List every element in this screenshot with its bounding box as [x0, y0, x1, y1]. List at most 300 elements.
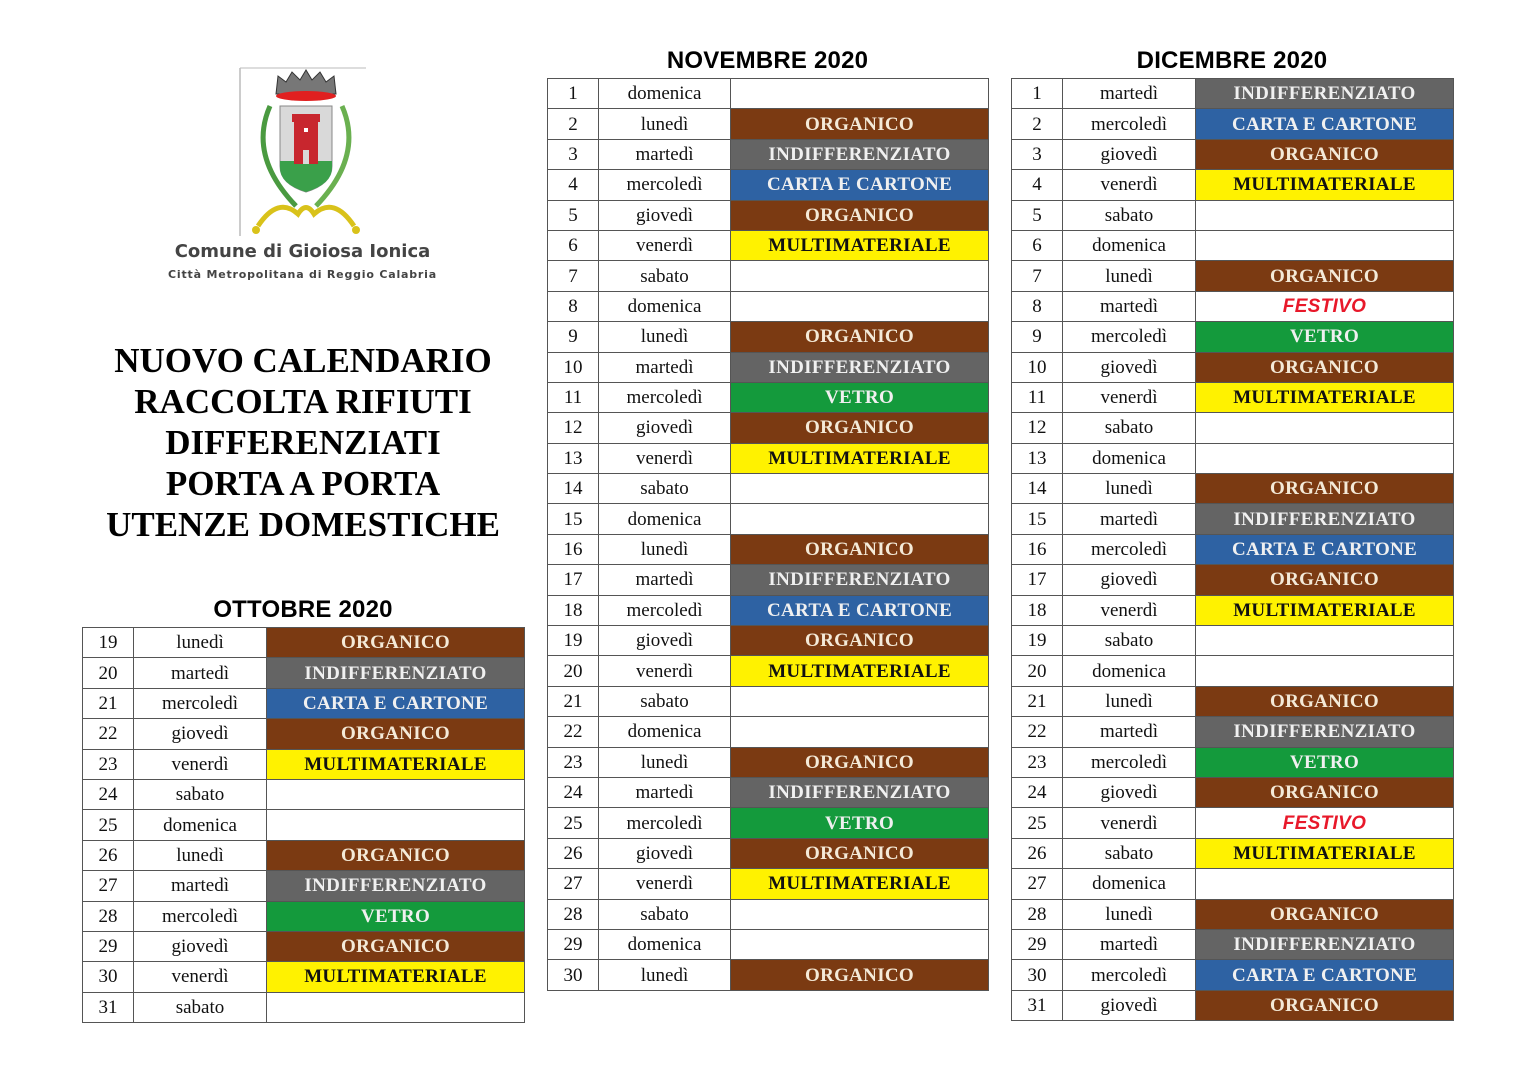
weekday: venerdì	[134, 962, 267, 992]
table-row	[83, 779, 525, 809]
weekday: lunedì	[599, 960, 731, 990]
table-row	[1012, 382, 1454, 412]
table-row	[548, 504, 989, 534]
day-number: 5	[1012, 200, 1063, 230]
waste-type	[1196, 443, 1454, 473]
month-title-novembre: NOVEMBRE 2020	[666, 47, 869, 74]
day-number: 1	[1012, 79, 1063, 109]
waste-type	[267, 779, 525, 809]
waste-type: ORGANICO	[267, 719, 525, 749]
weekday: giovedì	[599, 200, 731, 230]
table-row	[1012, 747, 1454, 777]
table-row	[1012, 565, 1454, 595]
table-row	[548, 443, 989, 473]
waste-type: CARTA E CARTONE	[267, 688, 525, 718]
table-row	[1012, 79, 1454, 109]
waste-type	[1196, 413, 1454, 443]
day-number: 13	[1012, 443, 1063, 473]
table-row	[1012, 808, 1454, 838]
waste-type: INDIFFERENZIATO	[731, 565, 989, 595]
month-title-dicembre: DICEMBRE 2020	[1136, 47, 1328, 74]
day-number: 18	[548, 595, 599, 625]
table-row	[548, 838, 989, 868]
day-number: 25	[83, 810, 134, 840]
weekday: sabato	[1063, 626, 1196, 656]
weekday: venerdì	[599, 656, 731, 686]
table-row	[548, 474, 989, 504]
waste-type	[731, 686, 989, 716]
day-number: 20	[1012, 656, 1063, 686]
waste-type: CARTA E CARTONE	[1196, 109, 1454, 139]
weekday: lunedì	[1063, 261, 1196, 291]
table-row	[83, 749, 525, 779]
table-row	[1012, 291, 1454, 321]
waste-type: VETRO	[267, 901, 525, 931]
day-number: 27	[1012, 869, 1063, 899]
table-row	[1012, 443, 1454, 473]
weekday: giovedì	[1063, 352, 1196, 382]
table-row	[548, 777, 989, 807]
waste-type: CARTA E CARTONE	[731, 595, 989, 625]
day-number: 17	[1012, 565, 1063, 595]
table-row	[548, 565, 989, 595]
weekday: venerdì	[1063, 170, 1196, 200]
weekday: venerdì	[599, 230, 731, 260]
table-row	[1012, 139, 1454, 169]
waste-type: CARTA E CARTONE	[1196, 960, 1454, 990]
waste-type: ORGANICO	[731, 413, 989, 443]
waste-type: ORGANICO	[731, 747, 989, 777]
waste-type: FESTIVO	[1196, 291, 1454, 321]
table-row	[1012, 960, 1454, 990]
table-row	[1012, 899, 1454, 929]
calendar-table-dicembre	[1011, 78, 1454, 1021]
table-row	[548, 79, 989, 109]
waste-type	[731, 504, 989, 534]
day-number: 31	[83, 992, 134, 1022]
day-number: 12	[548, 413, 599, 443]
weekday: domenica	[134, 810, 267, 840]
day-number: 26	[548, 838, 599, 868]
table-row	[1012, 322, 1454, 352]
weekday: sabato	[599, 899, 731, 929]
waste-type: MULTIMATERIALE	[731, 443, 989, 473]
waste-type	[731, 929, 989, 959]
weekday: martedì	[1063, 929, 1196, 959]
waste-type: ORGANICO	[267, 840, 525, 870]
waste-type	[731, 899, 989, 929]
waste-type: ORGANICO	[731, 109, 989, 139]
weekday: giovedì	[1063, 139, 1196, 169]
day-number: 3	[548, 139, 599, 169]
waste-type: ORGANICO	[1196, 777, 1454, 807]
weekday: venerdì	[1063, 595, 1196, 625]
weekday: venerdì	[599, 869, 731, 899]
waste-type: VETRO	[1196, 322, 1454, 352]
waste-type: ORGANICO	[731, 626, 989, 656]
table-row	[548, 139, 989, 169]
weekday: giovedì	[599, 626, 731, 656]
waste-type: ORGANICO	[1196, 261, 1454, 291]
table-row	[548, 200, 989, 230]
weekday: mercoledì	[1063, 960, 1196, 990]
waste-type	[1196, 626, 1454, 656]
weekday: martedì	[599, 139, 731, 169]
day-number: 10	[548, 352, 599, 382]
table-row	[548, 230, 989, 260]
weekday: domenica	[1063, 656, 1196, 686]
weekday: giovedì	[134, 931, 267, 961]
waste-type: ORGANICO	[731, 200, 989, 230]
day-number: 19	[548, 626, 599, 656]
table-row	[1012, 686, 1454, 716]
waste-type: INDIFFERENZIATO	[267, 658, 525, 688]
table-row	[1012, 170, 1454, 200]
weekday: martedì	[134, 658, 267, 688]
weekday: mercoledì	[1063, 747, 1196, 777]
day-number: 23	[83, 749, 134, 779]
weekday: sabato	[134, 992, 267, 1022]
weekday: giovedì	[599, 413, 731, 443]
waste-type	[731, 79, 989, 109]
waste-type: MULTIMATERIALE	[1196, 382, 1454, 412]
calendar-table-ottobre	[82, 627, 525, 1023]
day-number: 11	[1012, 382, 1063, 412]
day-number: 20	[548, 656, 599, 686]
waste-type: INDIFFERENZIATO	[731, 777, 989, 807]
weekday: mercoledì	[134, 901, 267, 931]
day-number: 24	[1012, 777, 1063, 807]
waste-type: VETRO	[1196, 747, 1454, 777]
day-number: 9	[548, 322, 599, 352]
day-number: 30	[83, 962, 134, 992]
waste-type: MULTIMATERIALE	[731, 869, 989, 899]
table-row	[1012, 777, 1454, 807]
weekday: venerdì	[1063, 382, 1196, 412]
day-number: 25	[548, 808, 599, 838]
day-number: 28	[548, 899, 599, 929]
weekday: sabato	[599, 686, 731, 716]
waste-type: ORGANICO	[731, 838, 989, 868]
waste-type: ORGANICO	[731, 960, 989, 990]
waste-type: MULTIMATERIALE	[267, 962, 525, 992]
day-number: 27	[548, 869, 599, 899]
day-number: 4	[1012, 170, 1063, 200]
day-number: 2	[548, 109, 599, 139]
weekday: sabato	[599, 261, 731, 291]
waste-type	[731, 261, 989, 291]
title-line: NUOVO CALENDARIO	[114, 341, 492, 380]
waste-type: ORGANICO	[1196, 474, 1454, 504]
waste-type	[267, 992, 525, 1022]
waste-type	[731, 717, 989, 747]
table-row	[1012, 929, 1454, 959]
waste-type	[731, 474, 989, 504]
waste-type: INDIFFERENZIATO	[1196, 504, 1454, 534]
day-number: 6	[548, 230, 599, 260]
day-number: 23	[1012, 747, 1063, 777]
metropolitan-city: Città Metropolitana di Reggio Calabria	[168, 268, 437, 281]
weekday: lunedì	[134, 840, 267, 870]
table-row	[548, 869, 989, 899]
table-row	[548, 382, 989, 412]
day-number: 20	[83, 658, 134, 688]
day-number: 1	[548, 79, 599, 109]
waste-type: ORGANICO	[731, 534, 989, 564]
month-title-ottobre: OTTOBRE 2020	[213, 596, 393, 623]
weekday: mercoledì	[599, 170, 731, 200]
table-row	[548, 717, 989, 747]
weekday: martedì	[599, 777, 731, 807]
day-number: 24	[548, 777, 599, 807]
weekday: giovedì	[599, 838, 731, 868]
waste-type: INDIFFERENZIATO	[1196, 79, 1454, 109]
title-line: RACCOLTA RIFIUTI	[134, 382, 472, 421]
day-number: 30	[548, 960, 599, 990]
table-row	[548, 960, 989, 990]
waste-type: CARTA E CARTONE	[1196, 534, 1454, 564]
table-row	[1012, 504, 1454, 534]
table-row	[548, 656, 989, 686]
table-row	[1012, 413, 1454, 443]
waste-type: MULTIMATERIALE	[731, 656, 989, 686]
weekday: mercoledì	[1063, 322, 1196, 352]
table-row	[1012, 717, 1454, 747]
waste-type: MULTIMATERIALE	[1196, 838, 1454, 868]
day-number: 12	[1012, 413, 1063, 443]
waste-type	[1196, 869, 1454, 899]
day-number: 7	[548, 261, 599, 291]
day-number: 16	[548, 534, 599, 564]
day-number: 14	[1012, 474, 1063, 504]
day-number: 22	[1012, 717, 1063, 747]
weekday: domenica	[599, 717, 731, 747]
weekday: venerdì	[1063, 808, 1196, 838]
waste-type: ORGANICO	[267, 931, 525, 961]
table-row	[1012, 200, 1454, 230]
waste-type: MULTIMATERIALE	[1196, 170, 1454, 200]
waste-type	[267, 810, 525, 840]
weekday: lunedì	[1063, 686, 1196, 716]
waste-type: ORGANICO	[1196, 139, 1454, 169]
waste-type: ORGANICO	[1196, 990, 1454, 1020]
weekday: mercoledì	[599, 595, 731, 625]
table-row	[83, 901, 525, 931]
table-row	[83, 688, 525, 718]
table-row	[1012, 352, 1454, 382]
waste-type: FESTIVO	[1196, 808, 1454, 838]
day-number: 26	[1012, 838, 1063, 868]
weekday: martedì	[134, 871, 267, 901]
day-number: 24	[83, 779, 134, 809]
waste-type: ORGANICO	[731, 322, 989, 352]
weekday: lunedì	[1063, 474, 1196, 504]
day-number: 2	[1012, 109, 1063, 139]
weekday: martedì	[1063, 291, 1196, 321]
table-row	[1012, 626, 1454, 656]
weekday: martedì	[1063, 504, 1196, 534]
table-row	[1012, 990, 1454, 1020]
table-row	[548, 109, 989, 139]
waste-type: ORGANICO	[1196, 565, 1454, 595]
weekday: martedì	[599, 352, 731, 382]
day-number: 15	[1012, 504, 1063, 534]
day-number: 8	[1012, 291, 1063, 321]
day-number: 29	[1012, 929, 1063, 959]
table-row	[548, 899, 989, 929]
weekday: mercoledì	[134, 688, 267, 718]
waste-type: ORGANICO	[1196, 352, 1454, 382]
day-number: 21	[1012, 686, 1063, 716]
weekday: lunedì	[1063, 899, 1196, 929]
day-number: 5	[548, 200, 599, 230]
table-row	[548, 352, 989, 382]
title-line: DIFFERENZIATI	[165, 423, 441, 462]
weekday: martedì	[1063, 79, 1196, 109]
weekday: sabato	[1063, 838, 1196, 868]
weekday: domenica	[1063, 869, 1196, 899]
waste-type	[1196, 230, 1454, 260]
table-row	[548, 322, 989, 352]
weekday: martedì	[1063, 717, 1196, 747]
waste-type	[731, 291, 989, 321]
table-row	[548, 170, 989, 200]
waste-type: INDIFFERENZIATO	[731, 139, 989, 169]
coat-of-arms-icon	[238, 66, 368, 241]
weekday: mercoledì	[1063, 534, 1196, 564]
table-row	[83, 719, 525, 749]
day-number: 22	[83, 719, 134, 749]
day-number: 21	[548, 686, 599, 716]
day-number: 28	[1012, 899, 1063, 929]
waste-type: VETRO	[731, 808, 989, 838]
day-number: 27	[83, 871, 134, 901]
weekday: lunedì	[134, 628, 267, 658]
coat-of-arms-logo	[238, 66, 368, 241]
day-number: 18	[1012, 595, 1063, 625]
table-row	[1012, 230, 1454, 260]
weekday: martedì	[599, 565, 731, 595]
table-row	[83, 628, 525, 658]
table-row	[1012, 474, 1454, 504]
waste-type	[1196, 656, 1454, 686]
weekday: lunedì	[599, 534, 731, 564]
table-row	[548, 686, 989, 716]
weekday: giovedì	[1063, 777, 1196, 807]
weekday: venerdì	[599, 443, 731, 473]
table-row	[548, 626, 989, 656]
day-number: 31	[1012, 990, 1063, 1020]
day-number: 10	[1012, 352, 1063, 382]
weekday: mercoledì	[599, 382, 731, 412]
day-number: 14	[548, 474, 599, 504]
weekday: venerdì	[134, 749, 267, 779]
day-number: 19	[83, 628, 134, 658]
day-number: 15	[548, 504, 599, 534]
table-row	[1012, 595, 1454, 625]
table-row	[83, 840, 525, 870]
day-number: 19	[1012, 626, 1063, 656]
weekday: sabato	[1063, 200, 1196, 230]
waste-type: MULTIMATERIALE	[1196, 595, 1454, 625]
waste-type: INDIFFERENZIATO	[1196, 717, 1454, 747]
day-number: 8	[548, 291, 599, 321]
weekday: giovedì	[1063, 565, 1196, 595]
day-number: 29	[548, 929, 599, 959]
waste-type: ORGANICO	[1196, 899, 1454, 929]
day-number: 29	[83, 931, 134, 961]
weekday: giovedì	[134, 719, 267, 749]
table-row	[1012, 261, 1454, 291]
calendar-table-novembre	[547, 78, 989, 991]
day-number: 23	[548, 747, 599, 777]
table-row	[548, 291, 989, 321]
weekday: sabato	[1063, 413, 1196, 443]
weekday: giovedì	[1063, 990, 1196, 1020]
weekday: lunedì	[599, 109, 731, 139]
weekday: sabato	[599, 474, 731, 504]
waste-type: INDIFFERENZIATO	[731, 352, 989, 382]
day-number: 28	[83, 901, 134, 931]
weekday: domenica	[1063, 230, 1196, 260]
table-row	[548, 929, 989, 959]
day-number: 6	[1012, 230, 1063, 260]
day-number: 9	[1012, 322, 1063, 352]
weekday: domenica	[599, 79, 731, 109]
table-row	[548, 534, 989, 564]
day-number: 25	[1012, 808, 1063, 838]
day-number: 3	[1012, 139, 1063, 169]
waste-type: ORGANICO	[1196, 686, 1454, 716]
table-row	[1012, 109, 1454, 139]
waste-type: ORGANICO	[267, 628, 525, 658]
table-row	[1012, 869, 1454, 899]
weekday: mercoledì	[599, 808, 731, 838]
weekday: lunedì	[599, 747, 731, 777]
day-number: 7	[1012, 261, 1063, 291]
weekday: domenica	[1063, 443, 1196, 473]
table-row	[548, 808, 989, 838]
table-row	[83, 658, 525, 688]
table-row	[548, 413, 989, 443]
table-row	[83, 871, 525, 901]
weekday: domenica	[599, 291, 731, 321]
title-line: UTENZE DOMESTICHE	[106, 505, 500, 544]
table-row	[548, 261, 989, 291]
waste-type: MULTIMATERIALE	[267, 749, 525, 779]
day-number: 11	[548, 382, 599, 412]
day-number: 22	[548, 717, 599, 747]
day-number: 16	[1012, 534, 1063, 564]
day-number: 13	[548, 443, 599, 473]
table-row	[1012, 534, 1454, 564]
table-row	[83, 962, 525, 992]
weekday: domenica	[599, 504, 731, 534]
waste-type: VETRO	[731, 382, 989, 412]
table-row	[548, 595, 989, 625]
table-row	[548, 747, 989, 777]
waste-type: INDIFFERENZIATO	[267, 871, 525, 901]
weekday: domenica	[599, 929, 731, 959]
weekday: lunedì	[599, 322, 731, 352]
waste-type	[1196, 200, 1454, 230]
weekday: sabato	[134, 779, 267, 809]
table-row	[83, 992, 525, 1022]
waste-type: MULTIMATERIALE	[731, 230, 989, 260]
table-row	[83, 931, 525, 961]
comune-name: Comune di Gioiosa Ionica	[174, 241, 431, 262]
waste-type: CARTA E CARTONE	[731, 170, 989, 200]
